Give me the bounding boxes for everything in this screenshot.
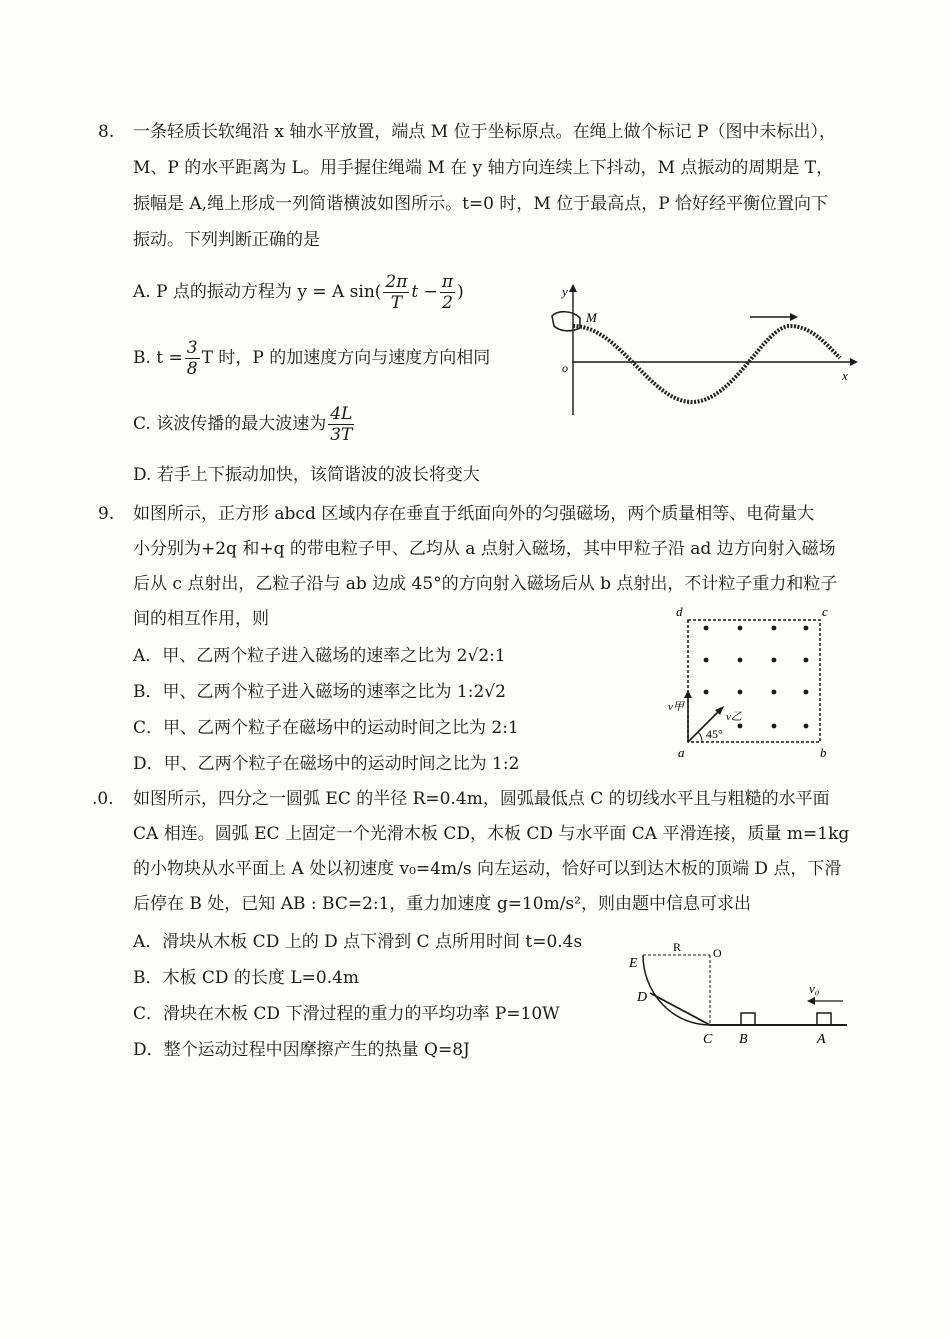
q8-option-b-suffix: T 时，P 的加速度方向与速度方向相同 — [201, 348, 491, 368]
q8-number: 8. — [98, 122, 115, 142]
q10-arc-ec — [643, 955, 710, 1025]
q8-wave-curve — [573, 326, 840, 402]
q8-origin-label: o — [562, 361, 568, 375]
q9-d-label: d — [676, 604, 683, 619]
q9-b-label: b — [820, 745, 827, 760]
q9-v1-label: v甲 — [668, 701, 684, 713]
q10-number: .0. — [92, 789, 114, 809]
q8-stem-line: 一条轻质长软绳沿 x 轴水平放置，端点 M 位于坐标原点。在绳上做个标记 P（图中未标出）， — [133, 122, 836, 142]
q10-e-label: E — [629, 956, 638, 971]
q9-v1-arrowhead — [684, 690, 692, 698]
q8-option-b-frac-den: 8 — [186, 359, 198, 379]
q10-option-a: A．滑块从木板 CD 上的 D 点下滑到 C 点所用时间 t=0.4s — [133, 932, 583, 952]
q8-option-c-prefix: C. 该波传播的最大波速为 — [133, 414, 327, 434]
q8-x-arrow — [850, 358, 858, 366]
q9-field-figure — [668, 602, 848, 762]
q9-v2-label: v乙 — [726, 711, 742, 723]
q8-option-b — [133, 338, 490, 379]
q8-option-a-frac2-den: 2 — [442, 293, 453, 313]
q9-stem-line: 小分别为+2q 和+q 的带电粒子甲、乙均从 a 点射入磁场，其中甲粒子沿 ad 边方向射入磁场 — [133, 539, 836, 559]
q9-stem-line: 如图所示，正方形 abcd 区域内存在垂直于纸面向外的匀强磁场，两个质量相等、电荷量大 — [133, 504, 815, 524]
q8-option-b-frac-num: 3 — [186, 338, 198, 358]
q8-option-a — [133, 272, 464, 313]
q8-option-a-frac1-num: 2π — [385, 272, 408, 292]
q8-option-a-mid: t − — [411, 282, 438, 302]
q8-option-a-fraction-2 — [440, 272, 455, 313]
q9-a-label: a — [678, 745, 685, 760]
q9-square-abcd — [688, 620, 820, 742]
q10-block-b — [741, 1013, 755, 1025]
q8-option-c — [133, 404, 356, 445]
q10-c-label: C — [703, 1032, 713, 1047]
q9-option-d: D．甲、乙两个粒子在磁场中的运动时间之比为 1:2 — [133, 754, 520, 774]
q10-d-label: D — [637, 990, 648, 1005]
q9-stem-line: 间的相互作用，则 — [133, 609, 269, 629]
q8-option-c-frac-den: 3T — [330, 425, 353, 445]
q10-stem-line: 的小物块从水平面上 A 处以初速度 v₀=4m/s 向左运动，恰好可以到达木板的顶端 D 点，下滑 — [133, 859, 842, 879]
q8-stem-line: 振动。下列判断正确的是 — [133, 230, 320, 250]
q10-stem-line: 如图所示，四分之一圆弧 EC 的半径 R=0.4m，圆弧最低点 C 的切线水平且与粗糙的水平面 — [133, 789, 830, 809]
q8-stem-line: 振幅是 A,绳上形成一列简谐横波如图所示。t=0 时，M 位于最高点，P 恰好经平衡位置向下 — [133, 194, 829, 214]
q10-option-d: D．整个运动过程中因摩擦产生的热量 Q=8J — [133, 1040, 470, 1060]
q10-option-c: C．滑块在木板 CD 下滑过程的重力的平均功率 P=10W — [133, 1004, 560, 1024]
q10-a-label: A — [817, 1032, 826, 1047]
q8-option-b-fraction — [185, 338, 200, 379]
q9-angle-arc — [698, 732, 702, 742]
q8-x-label: x — [842, 368, 848, 383]
q9-number: 9. — [98, 504, 115, 524]
q10-v0-label: v₀ — [809, 981, 820, 996]
q10-arc-figure — [625, 935, 865, 1055]
q10-stem-line: CA 相连。圆弧 EC 上固定一个光滑木板 CD，木板 CD 与水平面 CA 平滑连接，质量 m=1kg — [133, 824, 850, 844]
q8-m-label: M — [586, 310, 597, 325]
q8-option-b-prefix: B. t = — [133, 348, 183, 368]
q8-option-a-frac1-den: T — [390, 293, 403, 313]
q8-option-c-frac-num: 4L — [330, 404, 353, 424]
q8-propagation-arrowhead — [790, 313, 798, 321]
q10-board-cd — [650, 993, 710, 1025]
q8-option-a-fraction-1 — [383, 272, 409, 313]
q10-option-b: B．木板 CD 的长度 L=0.4m — [133, 968, 360, 988]
q8-hand-icon — [552, 312, 580, 331]
q10-v0-arrowhead — [807, 997, 815, 1005]
q8-option-c-fraction — [328, 404, 354, 445]
q8-option-a-prefix: A. P 点的振动方程为 y = A sin( — [133, 282, 382, 302]
q9-option-b: B．甲、乙两个粒子进入磁场的速率之比为 1:2√2 — [133, 682, 506, 702]
q10-r-label: R — [673, 940, 682, 954]
q8-y-label: y — [562, 284, 568, 299]
q10-o-label: O — [713, 946, 722, 960]
q8-stem-line: M、P 的水平距离为 L。用手握住绳端 M 在 y 轴方向连续上下抖动，M 点振动的周期是 T， — [133, 158, 834, 178]
q10-block-a — [817, 1013, 831, 1025]
q9-angle-label: 45° — [706, 727, 723, 741]
q9-option-c: C．甲、乙两个粒子在磁场中的运动时间之比为 2:1 — [133, 718, 519, 738]
q8-option-d: D. 若手上下振动加快，该简谐波的波长将变大 — [133, 465, 480, 485]
q8-y-arrow — [569, 284, 577, 292]
q8-option-a-suffix: ) — [457, 282, 464, 302]
q10-b-label: B — [739, 1032, 748, 1047]
q8-option-a-frac2-num: π — [441, 272, 454, 292]
q9-stem-line: 后从 c 点射出，乙粒子沿与 ab 边成 45°的方向射入磁场后从 b 点射出，不计粒子重力和粒子 — [133, 574, 838, 594]
q10-stem-line: 后停在 B 处，已知 AB : BC=2:1，重力加速度 g=10m/s²，则由题中信息可求出 — [133, 894, 751, 914]
q9-c-label: c — [822, 604, 828, 619]
q8-wave-figure — [550, 280, 860, 430]
q9-option-a: A．甲、乙两个粒子进入磁场的速率之比为 2√2:1 — [133, 646, 506, 666]
